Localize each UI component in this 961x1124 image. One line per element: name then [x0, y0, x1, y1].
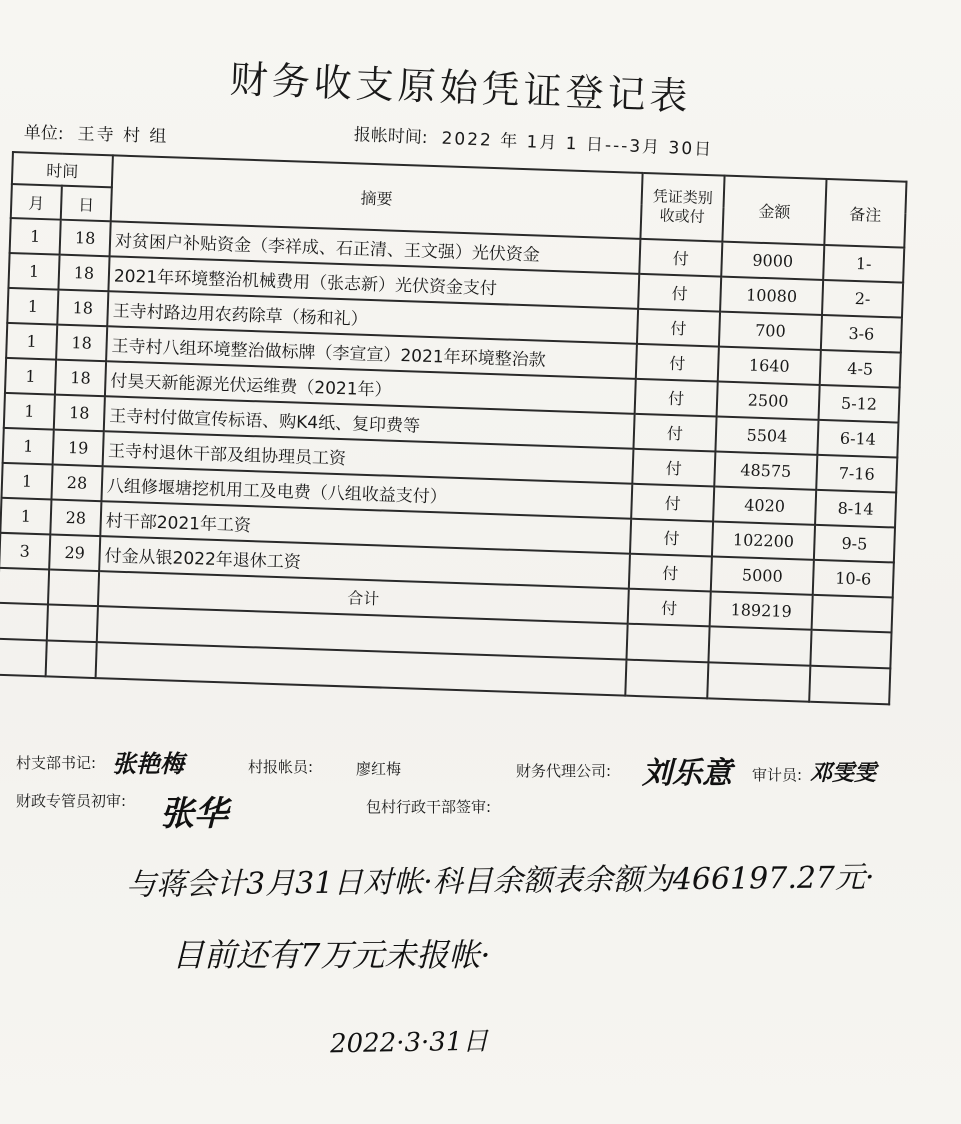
period-info — [353, 120, 713, 160]
blank-cell — [0, 639, 47, 677]
row-summary: 付昊天新能源光伏运维费（2021年） — [105, 361, 636, 414]
ledger-table — [0, 151, 908, 705]
handwritten-date: 2022·3·31日 — [329, 1026, 489, 1060]
ledger-body — [0, 218, 904, 704]
total-amount: 189219 — [710, 591, 813, 629]
agency-signature: 刘乐意 — [642, 756, 732, 791]
row-amount: 48575 — [714, 451, 817, 489]
blank-cell — [707, 662, 810, 701]
row-remark: 8-14 — [815, 490, 896, 528]
row-day: 29 — [49, 534, 100, 571]
header-summary: 摘要 — [111, 155, 643, 239]
row-month: 1 — [5, 358, 56, 395]
row-type: 付 — [638, 274, 721, 312]
row-day: 18 — [58, 255, 109, 292]
header-type: 凭证类别收或付 — [640, 173, 724, 242]
row-amount: 700 — [719, 312, 822, 350]
row-amount: 5504 — [715, 417, 818, 455]
row-month: 1 — [1, 463, 52, 500]
total-remark-cell — [812, 595, 893, 633]
period-label: 报帐时间: — [353, 125, 428, 149]
total-type: 付 — [628, 589, 711, 627]
blank-cell — [708, 626, 811, 665]
page-title: 财务收支原始凭证登记表 — [229, 57, 693, 119]
row-summary: 王寺村退休干部及组协理员工资 — [103, 431, 634, 484]
ledger-table-wrap — [0, 151, 908, 745]
handwritten-note-1: 与蒋会计3月31日对帐·科目余额表余额为466197.27元· — [125, 860, 875, 903]
row-type: 付 — [633, 414, 716, 452]
row-month: 1 — [6, 323, 57, 360]
row-amount: 9000 — [721, 242, 824, 280]
village-cadre-label: 包村行政干部签审: — [366, 798, 492, 816]
blank-cell — [0, 603, 48, 641]
row-remark: 9-5 — [814, 525, 895, 563]
row-summary: 王寺村付做宣传标语、购K4纸、复印费等 — [104, 396, 635, 449]
row-type: 付 — [639, 239, 722, 277]
row-amount: 4020 — [713, 486, 816, 524]
row-amount: 2500 — [717, 382, 820, 420]
blank-cell — [626, 624, 709, 663]
row-type: 付 — [631, 484, 714, 522]
row-day: 28 — [50, 500, 101, 537]
total-month-cell — [0, 568, 49, 605]
row-remark: 10-6 — [813, 560, 894, 598]
row-day: 18 — [56, 325, 107, 362]
row-amount: 102200 — [712, 521, 815, 559]
total-day-cell — [48, 569, 99, 606]
row-summary: 王寺村八组环境整治做标牌（李宣宣）2021年环境整治款 — [106, 326, 637, 379]
finance-label: 财政专管员初审: — [16, 792, 127, 810]
row-summary: 王寺村路边用农药除草（杨和礼） — [107, 291, 638, 344]
agency-label: 财务代理公司: — [516, 762, 612, 780]
auditor-label: 审计员: — [752, 766, 803, 784]
header-time: 时间 — [12, 152, 113, 187]
handwritten-note-2: 目前还有7万元未报帐· — [172, 936, 491, 974]
row-type: 付 — [629, 554, 712, 592]
blank-cell — [810, 630, 891, 669]
row-month: 1 — [3, 428, 54, 465]
auditor-signature: 邓雯雯 — [810, 760, 877, 786]
row-remark: 5-12 — [819, 385, 900, 423]
row-remark: 2- — [822, 280, 903, 318]
unit-value: 王寺 村 组 — [77, 124, 169, 148]
row-day: 28 — [51, 465, 102, 502]
row-day: 18 — [54, 395, 105, 432]
row-remark: 3-6 — [821, 315, 902, 353]
total-label: 合计 — [98, 571, 629, 624]
header-amount: 金额 — [722, 176, 826, 245]
row-type: 付 — [635, 379, 718, 417]
row-type: 付 — [630, 519, 713, 557]
row-summary: 村干部2021年工资 — [100, 501, 631, 554]
reporter-label: 村报帐员: — [248, 758, 314, 776]
row-amount: 1640 — [718, 347, 821, 385]
row-day: 19 — [53, 430, 104, 467]
unit-label: 单位: — [23, 123, 64, 145]
blank-cell — [47, 604, 98, 642]
header-month: 月 — [11, 184, 62, 220]
secretary-label: 村支部书记: — [16, 754, 97, 772]
header-day: 日 — [61, 186, 112, 222]
period-value: 2022 年 1月 1 日---3月 30日 — [441, 128, 714, 161]
row-remark: 1- — [823, 245, 904, 283]
reporter-name: 廖红梅 — [356, 760, 402, 778]
row-summary: 八组修堰塘挖机用工及电费（八组收益支付） — [101, 466, 632, 519]
row-month: 3 — [0, 533, 50, 570]
row-month: 1 — [10, 218, 61, 255]
row-month: 1 — [8, 253, 59, 290]
row-day: 18 — [55, 360, 106, 397]
row-summary: 付金从银2022年退休工资 — [99, 536, 630, 589]
row-day: 18 — [57, 290, 108, 327]
row-amount: 5000 — [711, 556, 814, 594]
row-type: 付 — [632, 449, 715, 487]
row-summary: 对贫困户补贴资金（李祥成、石正清、王文强）光伏资金 — [110, 221, 641, 274]
row-day: 18 — [60, 220, 111, 257]
row-amount: 10080 — [720, 277, 823, 315]
row-type: 付 — [637, 309, 720, 347]
blank-cell — [46, 640, 97, 678]
row-month: 1 — [4, 393, 55, 430]
row-remark: 7-16 — [816, 455, 897, 493]
row-remark: 6-14 — [817, 420, 898, 458]
row-type: 付 — [636, 344, 719, 382]
header-remark: 备注 — [824, 179, 906, 248]
row-month: 1 — [7, 288, 58, 325]
row-summary: 2021年环境整治机械费用（张志新）光伏资金支付 — [108, 256, 639, 309]
row-remark: 4-5 — [820, 350, 901, 388]
secretary-signature: 张艳梅 — [112, 749, 184, 778]
finance-signature: 张华 — [160, 794, 228, 834]
blank-cell — [625, 660, 708, 699]
blank-cell — [809, 666, 890, 705]
unit-info — [24, 118, 169, 147]
row-month: 1 — [0, 498, 51, 535]
